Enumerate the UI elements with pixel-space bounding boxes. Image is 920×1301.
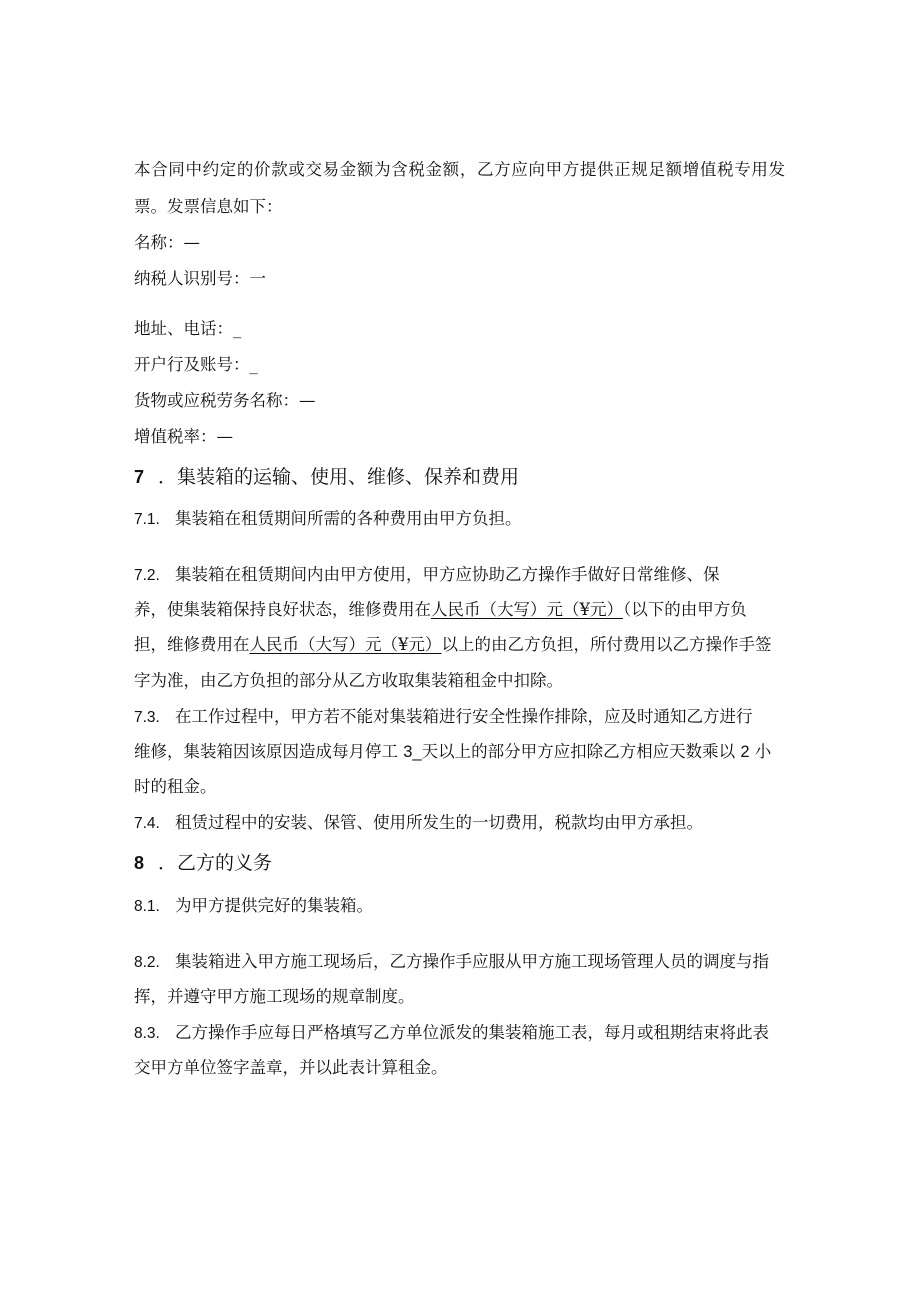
clause-text: 租赁过程中的安装、保管、使用所发生的一切费用，税款均由甲方承担。 — [175, 813, 703, 832]
clause-number: 7.2. — [134, 567, 160, 584]
clause-number: 8.3. — [134, 1025, 160, 1042]
section-7-number: 7 — [134, 467, 145, 487]
clause-text: 维修，集装箱因该原因造成每月停工 — [134, 742, 404, 761]
invoice-taxpayer-id-field: 纳税人识别号：一 — [134, 269, 266, 288]
clause-text: （以下的由甲方负 — [623, 600, 747, 619]
clause-text: 集装箱在租赁期间内由甲方使用，甲方应协助乙方操作手做好日常维修、保 — [175, 565, 720, 584]
clause-text: 为甲方提供完好的集装箱。 — [175, 896, 373, 915]
clause-text: 乙方操作手应每日严格填写乙方单位派发的集装箱施工表，每月或租期结束将此表 — [175, 1023, 769, 1042]
clause-text: 养，使集装箱保持良好状态，维修费用在 — [134, 600, 431, 619]
clause-text: 集装箱进入甲方施工现场后，乙方操作手应服从甲方施工现场管理人员的调度与指 — [175, 952, 769, 971]
clause-7-2-line-3 — [134, 634, 772, 656]
clause-text: 天以上的部分甲方应扣除乙方相应天数乘以 — [421, 742, 741, 761]
clause-text: 集装箱在租赁期间所需的各种费用由甲方负担。 — [175, 509, 522, 528]
section-8-title: ．乙方的义务 — [158, 852, 273, 874]
clause-8-3-line-2: 交甲方单位签字盖章，并以此表计算租金。 — [134, 1058, 448, 1077]
days-value: 3_ — [403, 743, 422, 761]
invoice-vat-rate-field: 增值税率：— — [134, 427, 233, 446]
clause-8-1 — [134, 895, 373, 918]
amount-blank-underlined: 人民币（大写）元（¥元） — [249, 635, 442, 654]
section-7-heading — [134, 464, 519, 490]
section-7-title: ．集装箱的运输、使用、维修、保养和费用 — [158, 466, 520, 488]
clause-number: 8.2. — [134, 954, 160, 971]
clause-number: 7.4. — [134, 815, 160, 832]
invoice-intro-line-2: 票。发票信息如下： — [134, 197, 283, 216]
clause-7-1 — [134, 508, 522, 531]
clause-7-3-line-1 — [134, 706, 753, 729]
invoice-address-phone-field: 地址、电话：_ — [134, 319, 242, 338]
section-8-number: 8 — [134, 853, 145, 873]
invoice-goods-name-field: 货物或应税劳务名称：— — [134, 391, 316, 410]
clause-8-2-line-1 — [134, 951, 769, 974]
clause-7-3-line-2 — [134, 741, 771, 763]
invoice-name-field: 名称：— — [134, 233, 200, 252]
multiplier-value: 2 — [740, 743, 750, 761]
clause-text: 小 — [749, 742, 772, 761]
clause-text: 在工作过程中，甲方若不能对集装箱进行安全性操作排除，应及时通知乙方进行 — [175, 707, 753, 726]
clause-8-2-line-2: 挥，并遵守甲方施工现场的规章制度。 — [134, 987, 415, 1006]
clause-text: 以上的由乙方负担，所付费用以乙方操作手签 — [441, 635, 772, 654]
clause-8-3-line-1 — [134, 1022, 769, 1045]
clause-7-2-line-4: 字为准，由乙方负担的部分从乙方收取集装箱租金中扣除。 — [134, 671, 563, 690]
clause-7-2-line-1 — [134, 564, 720, 587]
invoice-intro-line-1: 本合同中约定的价款或交易金额为含税金额，乙方应向甲方提供正规足额增值税专用发 — [134, 160, 785, 179]
clause-text: 担，维修费用在 — [134, 635, 250, 654]
section-8-heading — [134, 850, 272, 876]
clause-7-2-line-2 — [134, 599, 747, 621]
clause-7-3-line-3: 时的租金。 — [134, 777, 217, 796]
amount-blank-underlined: 人民币（大写）元（¥元） — [431, 600, 623, 619]
clause-number: 8.1. — [134, 898, 160, 915]
clause-number: 7.3. — [134, 709, 160, 726]
clause-number: 7.1. — [134, 511, 160, 528]
invoice-bank-account-field: 开户行及账号：_ — [134, 355, 258, 374]
clause-7-4 — [134, 812, 703, 835]
